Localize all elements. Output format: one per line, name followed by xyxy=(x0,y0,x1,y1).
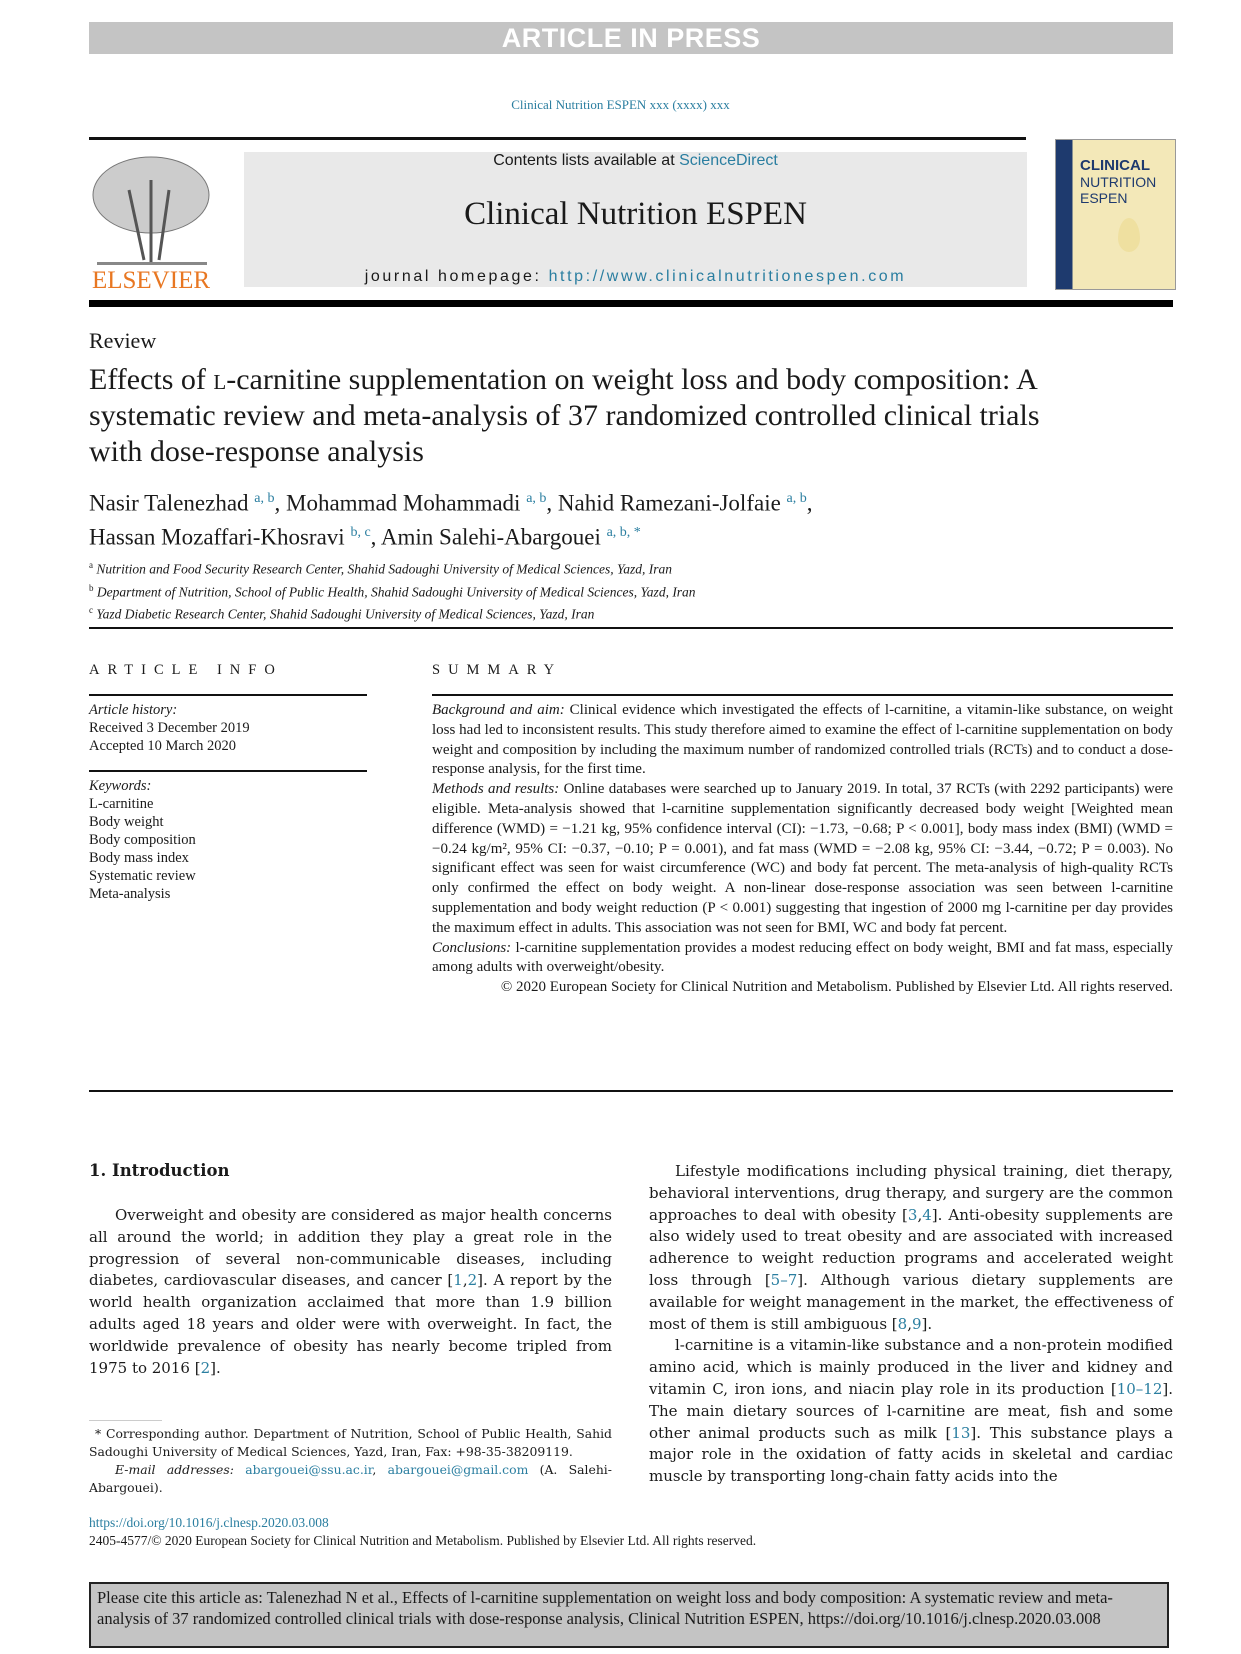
author-affil-sup[interactable]: a, b xyxy=(786,491,807,506)
homepage-line xyxy=(244,268,1027,286)
affiliations xyxy=(89,556,989,624)
cover-title-1: CLINICAL xyxy=(1080,157,1150,174)
affiliation xyxy=(89,601,989,624)
history-label: Article history: xyxy=(89,702,178,718)
citation-link[interactable]: 1 xyxy=(453,1271,463,1290)
divider xyxy=(89,770,367,772)
text: ]. A report by the world health organization acclaimed that more than 1.9 billion adults aged 18 years and older were with overweight. In fact, the worldwide prevalence of obesity has nearly become tripled from 1975 to 2016 [ xyxy=(89,1271,612,1377)
keyword: Body weight xyxy=(89,814,164,830)
keyword: Meta-analysis xyxy=(89,886,171,902)
citation-link[interactable]: 4 xyxy=(922,1205,932,1224)
section-text: Online databases were searched up to January 2019. In total, 37 RCTs (with 2292 participants) were eligible. Meta-analysis showed that l-carnitine supplementation significantly decreased body weight [Weighted mean difference (WMD) = −1.21 kg, 95% confidence interval (CI): −1.73, −0.68; P < 0.001], body mass index (BMI) (WMD = −0.24 kg/m², 95% CI: −0.37, −0.10; P = 0.001), and fat mass (WMD = −2.08 kg, 95% CI: −3.44, −0.72; P = 0.003). No significant effect was seen for waist circumference (WC) and body fat percent. The meta-analysis of high-quality RCTs only confirmed the effect on body weight. A non-linear dose-response association was seen between l-carnitine supplementation and body weight reduction (P < 0.001) suggesting that ingestion of 2000 mg l-carnitine per day provides the maximum effect in adults. This association was not seen for BMI, WC and body fat percent. xyxy=(432,781,1173,936)
elsevier-tree-icon xyxy=(89,150,214,293)
separator: , xyxy=(806,490,813,516)
citation-link[interactable]: 10–12 xyxy=(1116,1379,1163,1398)
text: Lifestyle modifications including physical training, diet therapy, behavioral interventions, drug therapy, and surgery are the common approaches to deal with obesity [ xyxy=(649,1162,1173,1224)
divider xyxy=(89,137,1026,140)
summary-background xyxy=(432,701,1173,780)
accepted-date: Accepted 10 March 2020 xyxy=(89,738,236,754)
text: ]. Although various dietary supplements are available for weight management in the market, the effectiveness of most of them is still ambiguous [ xyxy=(649,1270,1173,1333)
journal-title: Clinical Nutrition ESPEN xyxy=(464,196,807,232)
separator: , xyxy=(274,490,286,516)
affil-text: Yazd Diabetic Research Center, Shahid Sadoughi University of Medical Sciences, Yazd, Iran xyxy=(96,606,595,622)
title-part: l xyxy=(213,363,227,396)
intro-column-left xyxy=(89,1205,612,1379)
received-date: Received 3 December 2019 xyxy=(89,720,250,736)
intro-column-right xyxy=(649,1161,1173,1488)
citation-link[interactable]: 2 xyxy=(467,1271,478,1290)
paragraph: Lifestyle modifications including physical training, diet therapy, behavioral interventions, drug therapy, and surgery are the common approaches to deal with obesity [3,4]. Anti-obesity supplements are also widely used to treat obesity and are associated with increased adherence to weight reduction programs and accelerated weight loss through [5–7]. Although various dietary supplements are available for weight management in the market, the effectiveness of most of them is still ambiguous [8,9]. xyxy=(649,1162,1173,1333)
affiliation xyxy=(89,579,989,602)
keyword: L-carnitine xyxy=(89,796,154,812)
keyword: Systematic review xyxy=(89,868,196,884)
doi-link[interactable]: https://doi.org/10.1016/j.clnesp.2020.03.008 xyxy=(89,1515,329,1530)
separator: , xyxy=(546,490,558,516)
journal-banner xyxy=(244,152,1027,287)
text: ]. This substance plays a major role in the oxidation of fatty acids in skeletal and cardiac muscle by transporting long-chain fatty acids into the xyxy=(649,1423,1173,1486)
homepage-prefix: journal homepage: xyxy=(364,268,549,285)
citation-link[interactable]: 8 xyxy=(897,1314,908,1333)
section-label: Background and aim: xyxy=(432,702,565,718)
divider xyxy=(89,300,1173,307)
author-affil-sup[interactable]: a, b, * xyxy=(606,524,641,540)
citation-link[interactable]: 9 xyxy=(911,1314,922,1333)
email-label: E-mail addresses: xyxy=(115,1462,234,1477)
article-history xyxy=(89,701,250,755)
summary-conclusions xyxy=(432,939,1173,979)
text: Overweight and obesity are considered as major health concerns all around the world; in addition they play a great role in the progression of several non-communicable diseases, including diabetes, cardiovascular diseases, and cancer [ xyxy=(89,1206,612,1290)
droplet-icon xyxy=(1118,218,1140,252)
summary-heading: SUMMARY xyxy=(432,662,563,678)
keywords-label: Keywords: xyxy=(89,778,152,794)
author-name[interactable]: Amin Salehi-Abargouei xyxy=(380,524,601,550)
author-name[interactable]: Hassan Mozaffari-Khosravi xyxy=(89,524,345,550)
affil-key: b xyxy=(89,582,94,593)
email-link[interactable]: abargouei@gmail.com xyxy=(387,1462,529,1477)
email-line: E-mail addresses: abargouei@ssu.ac.ir, abargouei@gmail.com (A. Salehi-Abargouei). xyxy=(89,1462,612,1495)
keyword: Body mass index xyxy=(89,850,189,866)
citation-link[interactable]: 5–7 xyxy=(770,1270,798,1289)
section-text: Clinical evidence which investigated the effects of l-carnitine, a vitamin-like substance, on weight loss had led to inconsistent results. This study therefore aimed to examine the effect of l-carnitine supplementation on body weight and composition by including the maximum number of randomized controlled trials (RCTs) and to conduct a dose-response analysis, for the first time. xyxy=(432,702,1173,778)
affil-key: c xyxy=(89,605,93,615)
author-affil-sup[interactable]: a, b xyxy=(526,491,547,506)
summary-copyright: © 2020 European Society for Clinical Nutrition and Metabolism. Published by Elsevier Ltd. All rights reserved. xyxy=(500,979,1173,996)
citation-box: Please cite this article as: Talenezhad N et al., Effects of l-carnitine supplementation on weight loss and body composition: A systematic review and meta-analysis of 37 randomized controlled clinical trials with dose-response analysis, Clinical Nutrition ESPEN, https://doi.org/10.1016/j.clnesp.2020.03.008 xyxy=(89,1582,1169,1648)
title-part: -carnitine supplementation on weight loss and body composition: A systematic review and meta-analysis of 37 randomized controlled clinical trials with dose-response analysis xyxy=(89,363,1040,468)
section-label: Conclusions: xyxy=(432,939,512,956)
affil-text: Nutrition and Food Security Research Center, Shahid Sadoughi University of Medical Sciences, Yazd, Iran xyxy=(96,561,673,577)
email-suffix: (A. Salehi-Abargouei). xyxy=(89,1462,612,1495)
article-info-heading: ARTICLE INFO xyxy=(89,662,283,678)
author-list xyxy=(89,484,1089,551)
summary-body xyxy=(432,701,1173,998)
divider xyxy=(89,694,367,696)
sciencedirect-link[interactable]: ScienceDirect xyxy=(679,152,778,169)
text: ]. xyxy=(921,1314,933,1333)
journal-cover-image xyxy=(1055,139,1176,290)
author-affil-sup[interactable]: a, b xyxy=(254,491,275,506)
keywords-list xyxy=(89,777,196,903)
homepage-link[interactable]: http://www.clinicalnutritionespen.com xyxy=(548,268,907,285)
email-link[interactable]: abargouei@ssu.ac.ir xyxy=(245,1462,373,1477)
section-heading: 1. Introduction xyxy=(89,1161,230,1180)
author-name[interactable]: Nasir Talenezhad xyxy=(89,490,249,516)
citation-link[interactable]: 2 xyxy=(200,1358,211,1377)
publisher-name: ELSEVIER xyxy=(91,267,211,293)
corresponding-author-footnote xyxy=(89,1425,612,1497)
footnote-divider xyxy=(89,1420,162,1421)
text: l-carnitine is a vitamin-like substance and a non-protein modified amino acid, which is mainly produced in the liver and kidney and vitamin C, iron ions, and niacin play role in its production [ xyxy=(649,1336,1173,1398)
journal-reference-link[interactable]: Clinical Nutrition ESPEN xxx (xxxx) xxx xyxy=(511,97,730,112)
divider xyxy=(432,694,1173,696)
summary-methods xyxy=(432,780,1173,938)
cover-title-2: NUTRITION xyxy=(1080,174,1157,190)
article-in-press-banner: ARTICLE IN PRESS xyxy=(89,22,1173,54)
paragraph xyxy=(649,1335,1173,1488)
paragraph: Overweight and obesity are considered as major health concerns all around the world; in addition they play a great role in the progression of several non-communicable diseases, including diabetes, cardiovascular diseases, and cancer [1,2]. A report by the world health organization acclaimed that more than 1.9 billion adults aged 18 years and older were with overweight. In fact, the worldwide prevalence of obesity has nearly become tripled from 1975 to 2016 [2]. xyxy=(89,1206,612,1377)
citation-link[interactable]: 13 xyxy=(951,1423,971,1442)
author-name[interactable]: Nahid Ramezani-Jolfaie xyxy=(557,490,781,516)
cover-title-3: ESPEN xyxy=(1080,190,1128,206)
contents-line xyxy=(244,152,1027,170)
section-text: l-carnitine supplementation provides a modest reducing effect on body weight, BMI and fat mass, especially among adults with overweight/obesity. xyxy=(432,939,1173,976)
article-type: Review xyxy=(89,328,157,353)
author-name[interactable]: Mohammad Mohammadi xyxy=(286,490,521,516)
corresponding-text: * Corresponding author. Department of Nutrition, School of Public Health, Sahid Sadoughi University of Medical Sciences, Yazd, Iran, Fax: +98-35-38209119. xyxy=(89,1426,612,1459)
text: ]. xyxy=(210,1358,221,1377)
divider xyxy=(89,1090,1173,1092)
affil-text: Department of Nutrition, School of Public Health, Shahid Sadoughi University of Medical Sciences, Yazd, Iran xyxy=(96,584,696,599)
separator: , xyxy=(370,524,381,550)
affil-key: a xyxy=(89,560,93,570)
divider xyxy=(89,627,1173,629)
article-title xyxy=(89,362,1089,470)
affiliation xyxy=(89,556,989,579)
text: ]. Anti-obesity supplements are also widely used to treat obesity and are associated with increased adherence to weight reduction programs and accelerated weight loss through [ xyxy=(649,1205,1173,1289)
keyword: Body composition xyxy=(89,832,196,848)
section-label: Methods and results: xyxy=(432,781,560,798)
citation-link[interactable]: 3 xyxy=(907,1205,918,1224)
author-affil-sup[interactable]: b, c xyxy=(350,524,371,540)
contents-prefix: Contents lists available at xyxy=(493,152,680,169)
issn-copyright: 2405-4577/© 2020 European Society for Clinical Nutrition and Metabolism. Published by Elsevier Ltd. All rights reserved. xyxy=(89,1533,757,1548)
text: ]. The main dietary sources of l-carnitine are meat, fish and some other animal products such as milk [ xyxy=(649,1379,1173,1442)
elsevier-logo xyxy=(89,150,214,293)
title-part: Effects of xyxy=(89,363,214,396)
